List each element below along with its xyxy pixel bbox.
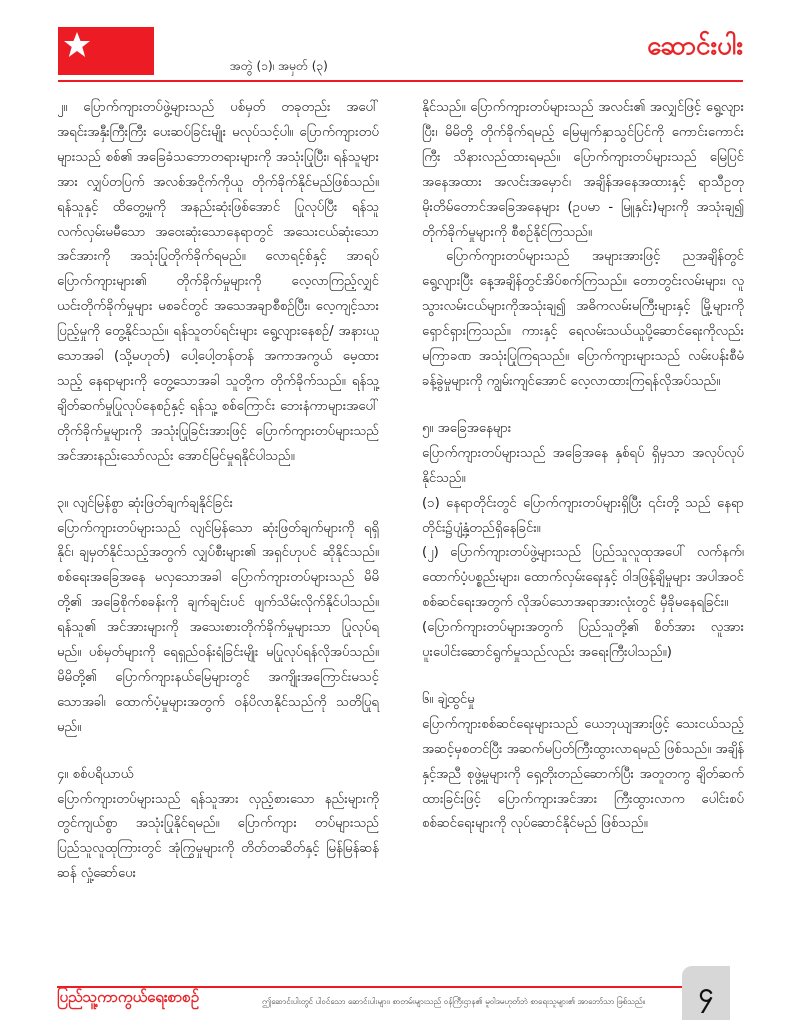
paragraph-6: ပြောက်ကျားစစ်ဆင်ရေးများသည် ယေဘုယျအားဖြင့် သေးငယ်သည့်အဆင့်မှစတင်ပြီး အဆက်မပြတ်ကြီးထွားလာရမည် ဖြစ်သည်။ အချိန်နှင့်အညီ စုဖွဲ့မှုများကို ရှေ့တိုးတည်ဆောက်ပြီး အတူတကွ ချိတ်ဆက်ထားခြင်းဖြင့် ပြောက်ကျားအင်အား ကြီးထွားလာက ပေါင်းစပ်စစ်ဆင်ရေးများကို လုပ်ဆောင်နိုင်မည် ဖြစ်သည်။ — [422, 716, 744, 832]
footer-publication: ပြည်သူ့ကာကွယ်ရေးစာစဉ် — [57, 988, 200, 1006]
page-header — [0, 0, 791, 80]
page-number: ၄ — [682, 966, 730, 1020]
condition-note: (ပြောက်ကျားတပ်များအတွက် ပြည်သူတို့၏ စိတ်အား လူအား ပူးပေါင်းဆောင်ရွက်မှုသည်လည်း အရေးကြီးပါသည်။) — [422, 620, 744, 661]
right-column — [422, 96, 744, 859]
paragraph-5: ပြောက်ကျားတပ်များသည် အခြေအနေ နှစ်ရပ် ရှိမှသာ အလုပ်လုပ်နိုင်သည်။ — [422, 445, 744, 486]
heading-3: ၃။ လျင်မြန်စွာ ဆုံးဖြတ်ချက်ချနိုင်ခြင်း — [57, 495, 234, 511]
issue-number: အတွဲ (၁)၊ အမှတ် (၃) — [230, 59, 328, 73]
paragraph-4: ပြောက်ကျားတပ်များသည် ရန်သူအား လှည့်စားသော နည်းများကို တွင်ကျယ်စွာ အသုံးပြုနိုင်ရမည်။ ပြောက်ကျား တပ်များသည် ပြည်သူလူထုကြားတွင် အုံကြွမှုများကို တိတ်တဆိတ်နှင့် မြန်မြန်ဆန်ဆန် လှုံ့ဆော်ပေး — [57, 791, 379, 882]
flag — [58, 27, 154, 75]
paragraph-continued: နိုင်သည်။ ပြောက်ကျားတပ်များသည် အလင်း၏ အလျှင်ဖြင့် ရွေ့လျားပြီး၊ မိမိတို့ တိုက်ခိုက်ရမည့် မြေမျက်နှာသွင်ပြင်ကို ကောင်းကောင်းကြီး သိနားလည်ထားရမည်။ ပြောက်ကျားတပ်များသည် မြေပြင်အနေအထား အလင်းအမှောင်၊ အချိန်အနေအထားနှင့် ရာသီဥတု မိုးတိမ်တောင်အခြေအနေများ (ဥပမာ - မြူနှင်း)များကို အသုံးချ၍ တိုက်ခိုက်မှုများကို စီစဉ်နိုင်ကြသည်။ — [422, 100, 744, 240]
heading-4: ၄။ စစ်ပရိယာယ် — [57, 766, 134, 782]
heading-5: ၅။ အခြေအနေများ — [422, 420, 512, 436]
section-brand: ဆောင်းပါး — [647, 31, 743, 61]
paragraph-movement: ပြောက်ကျားတပ်များသည် အများအားဖြင့် ညအချိန်တွင်ရွေ့လျားပြီး နေ့အချိန်တွင်အိပ်စက်ကြသည်။ တောတွင်းလမ်းများ၊ လူသွားလမ်းငယ်များကိုအသုံးချ၍ အဓိကလမ်းမကြီးများနှင့် မြို့များကိုရှောင်ရှားကြသည်။ ကားနှင့် ရေလမ်းသယ်ယူပို့ဆောင်ရေးကိုလည်း မကြာခဏ အသုံးပြုကြရသည်။ ပြောက်ကျားများသည် လမ်းပန်းစီမံခန့်ခွဲမှုများကို ကျွမ်းကျင်အောင် လေ့လာထားကြရန်လိုအပ်သည်။ — [422, 249, 744, 389]
star-icon — [62, 30, 92, 60]
condition-1: (၁) နေရာတိုင်းတွင် ပြောက်ကျားတပ်များရှိပြီး ၎င်းတို့ သည် နေရာတိုင်း၌ပျံ့နှံ့တည်ရှိနေခြင်း။ — [422, 495, 744, 536]
paragraph-2: ၂။ ပြောက်ကျားတပ်ဖွဲ့များသည် ပစ်မှတ် တခုတည်း အပေါ် အရင်းအနှီးကြီးကြီး ပေးဆပ်ခြင်းမျိုး မလုပ်သင့်ပါ။ ပြောက်ကျားတပ်များသည် စစ်၏ အခြေခံသဘောတရားများကို အသုံးပြုပြီး၊ ရန်သူများအား လျှပ်တပြက် အလစ်အငိုက်ကိုယူ တိုက်ခိုက်နိုင်မည်ဖြစ်သည်။ ရန်သူနှင့် ထိတွေ့မှုကို အနည်းဆုံးဖြစ်အောင် ပြုလုပ်ပြီး ရန်သူ လက်လှမ်းမမီသော အဝေးဆုံးသောနေရာတွင် အသေးငယ်ဆုံးသော အင်အားကို အသုံးပြုတိုက်ခိုက်ရမည်။ လောရင့်စ်နှင့် အာရပ်ပြောက်ကျားများ၏ တိုက်ခိုက်မှုများကို လေ့လာကြည့်လျှင် ယင်းတိုက်ခိုက်မှုများ မစခင်တွင် အသေအချာစီစဉ်ပြီး၊ လေ့ကျင့်သားပြည့်မှုကို တွေ့နိုင်သည်။ ရန်သူတပ်ရင်းများ ရွေ့လျားနေစဉ်/ အနားယူသောအခါ (သို့မဟုတ်) ပေါ့ပေါ့တန်တန် အကာအကွယ် မေ့ထားသည့် နေရာများကို တွေ့သောအခါ သူတို့က တိုက်ခိုက်သည်။ ရန်သူ့ချိတ်ဆက်မှုပြုလုပ်နေစဉ်နှင့် ရန်သူ့ စစ်ကြောင်း ဘေးနံကာများအပေါ် တိုက်ခိုက်မှုများကို အသုံးပြုခြင်းအားဖြင့် ပြောက်ကျားတပ်များသည် အင်အားနည်းသော်လည်း အောင်မြင်မှုရနိုင်ပါသည်။ — [57, 100, 379, 464]
left-column — [57, 96, 379, 909]
paragraph-3: ပြောက်ကျားတပ်များသည် လျင်မြန်သော ဆုံးဖြတ်ချက်များကို ရရှိနိုင်၊ ချမှတ်နိုင်သည့်အတွက် လျှပ်စီးများ၏ အရှင်ဟုပင် ဆိုနိုင်သည်။ စစ်ရေးအခြေအနေ မလှသောအခါ ပြောက်ကျားတပ်များသည် မိမိတို့၏ အခြေစိုက်စခန်းကို ချက်ချင်းပင် ဖျက်သိမ်းလိုက်နိုင်ပါသည်။ ရန်သူ၏ အင်အားများကို အသေးစားတိုက်ခိုက်မှုများသာ ပြုလုပ်ရမည်။ ပစ်မှတ်များကို ရေရှည်ဝန်းရံခြင်းမျိုး မပြုလုပ်ရန်လိုအပ်သည်။ မိမိတို့၏ ပြောက်ကျားနယ်မြေများတွင် အကျိုးအကြောင်းမသင့်သောအခါ၊ ထောက်ပံ့မှုများအတွက် ဝန်ပိလာနိုင်သည်ကို သတိပြုရမည်။ — [57, 520, 379, 735]
header-rule — [58, 80, 743, 82]
footer-disclaimer: ဤဆောင်းပါးတွင် ပါဝင်သော ဆောင်းပါးများ၊ စာတမ်းများသည် ဝန်ကြီးဌာန၏ မူဝါဒမဟုတ်ဘဲ စာရေးသူများ၏ အာဘော်သာ ဖြစ်သည်။ — [262, 997, 646, 1006]
condition-2: (၂) ပြောက်ကျားတပ်ဖွဲ့များသည် ပြည်သူလူထုအပေါ် လက်နက်၊ ထောက်ပံ့ပစ္စည်းများ၊ ထောက်လှမ်းရေးနှင့် ဝါဒဖြန့်ချိမှုများ အပါအဝင် စစ်ဆင်ရေးအတွက် လိုအပ်သောအရာအားလုံးတွင် မှီခိုမနေရခြင်း။ — [422, 545, 744, 611]
heading-6: ၆။ ချဲ့ထွင်မှု — [422, 691, 475, 707]
